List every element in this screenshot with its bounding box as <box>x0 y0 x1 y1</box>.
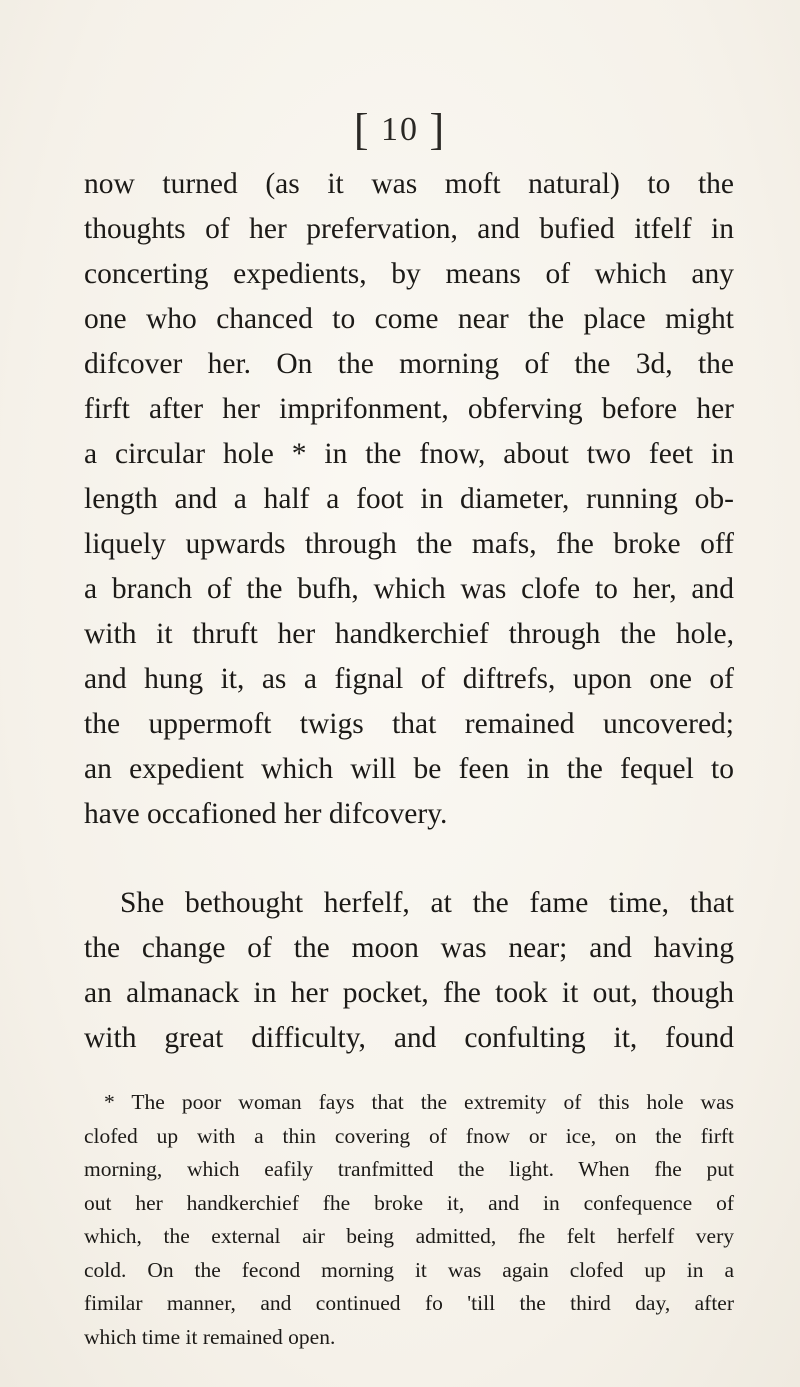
body-text <box>84 162 734 1061</box>
paragraph-break <box>84 837 734 881</box>
text-line: the change of the moon was near; and having <box>84 932 734 964</box>
paragraph-2 <box>84 881 734 1061</box>
text-line: concerting expedients, by means of which any <box>84 258 734 290</box>
footnote-line: which time it remained open. <box>84 1324 336 1349</box>
text-line: now turned (as it was moft natural) to the <box>84 168 734 200</box>
text-line: with it thruft her handkerchief through the hole, <box>84 618 734 650</box>
text-line: an almanack in her pocket, fhe took it out, though <box>84 977 734 1009</box>
page-number-close-bracket: ] <box>429 105 447 154</box>
text-line: with great difficulty, and confulting it, found <box>84 1022 734 1054</box>
paragraph-1 <box>84 162 734 837</box>
page-number-open-bracket: [ <box>353 105 371 154</box>
footnote-line: fimilar manner, and continued fo 'till the third day, after <box>84 1291 734 1315</box>
text-line: have occafioned her difcovery. <box>84 798 448 830</box>
text-line: one who chanced to come near the place might <box>84 303 734 335</box>
text-line: She bethought herfelf, at the fame time, that <box>120 887 734 919</box>
footnote-line: which, the external air being admitted, fhe felt herfelf very <box>84 1224 734 1248</box>
footnote-line: morning, which eafily tranfmitted the light. When fhe put <box>84 1157 734 1181</box>
text-line: difcover her. On the morning of the 3d, the <box>84 348 734 380</box>
footnote-line: * The poor woman fays that the extremity of this hole was <box>104 1090 734 1114</box>
text-line: an expedient which will be feen in the fequel to <box>84 753 734 785</box>
text-line: liquely upwards through the mafs, fhe broke off <box>84 528 734 560</box>
text-line: length and a half a foot in diameter, running ob- <box>84 483 734 515</box>
footnote <box>84 1086 734 1354</box>
footnote-line: clofed up with a thin covering of fnow or ice, on the firft <box>84 1123 734 1148</box>
text-line: firft after her imprifonment, obferving before her <box>84 393 734 425</box>
footnote-line: cold. On the fecond morning it was again clofed up in a <box>84 1257 734 1282</box>
text-line: and hung it, as a fignal of diftrefs, upon one of <box>84 663 734 695</box>
page-number <box>0 104 800 155</box>
text-line: a branch of the bufh, which was clofe to her, and <box>84 573 734 605</box>
text-line: a circular hole * in the fnow, about two feet in <box>84 438 734 470</box>
footnote-line: out her handkerchief fhe broke it, and in confequence of <box>84 1190 734 1215</box>
text-line: the uppermoft twigs that remained uncovered; <box>84 708 734 740</box>
text-line: thoughts of her prefervation, and bufied itfelf in <box>84 213 734 245</box>
page-number-value: 10 <box>381 111 419 148</box>
